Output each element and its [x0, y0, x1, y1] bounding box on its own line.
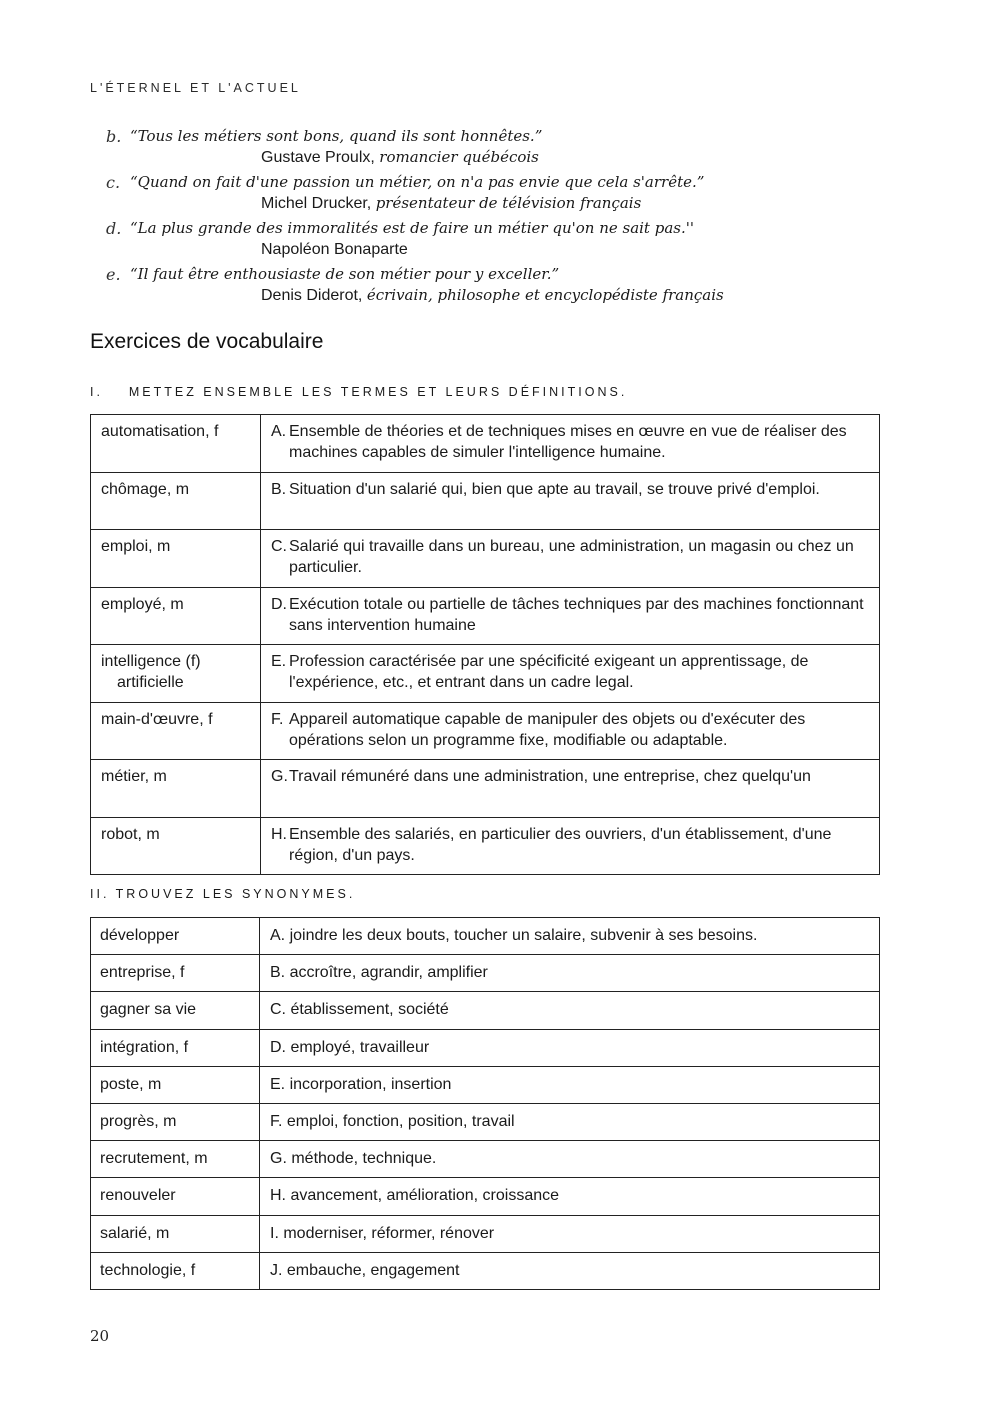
- table-row: [91, 587, 880, 645]
- quote-letter: b.: [106, 127, 122, 146]
- table-row: [91, 992, 880, 1029]
- table-row: [91, 817, 880, 875]
- synonym-cell: [260, 1215, 880, 1252]
- definition-letter: E.: [271, 653, 287, 670]
- definition-text: Ensemble de théories et de techniques mises en œuvre en vue de réaliser des machines capables de simuler l'intelligence humaine.: [289, 423, 847, 461]
- table-row: [91, 1215, 880, 1252]
- synonym-text: incorporation, insertion: [289, 1075, 452, 1093]
- term-cell: [91, 530, 261, 588]
- definition-cell: [261, 472, 880, 530]
- term-cell: recrutement, m: [91, 1141, 260, 1178]
- synonym-letter: F.: [270, 1112, 283, 1130]
- quote-text: “Il faut être enthousiaste de son métier pour y exceller.”: [130, 265, 560, 283]
- term-cell: gagner sa vie: [91, 992, 260, 1029]
- synonym-cell: [260, 918, 880, 955]
- quote-author-role: romancier québécois: [379, 148, 539, 166]
- definition-letter: D.: [271, 595, 287, 613]
- definition-text: Situation d'un salarié qui, bien que apte au travail, se trouve privé d'emploi.: [289, 480, 820, 498]
- synonym-text: accroître, agrandir, amplifier: [289, 964, 488, 982]
- term: chômage, m: [101, 480, 190, 498]
- table-row: [91, 1252, 880, 1289]
- term: robot, m: [101, 825, 160, 843]
- synonym-text: moderniser, réformer, rénover: [283, 1224, 495, 1242]
- term-cell: salarié, m: [91, 1215, 260, 1252]
- synonym-cell: [260, 992, 880, 1029]
- definition-letter: F.: [271, 710, 284, 728]
- term-cell: renouveler: [91, 1178, 260, 1215]
- term-cell: poste, m: [91, 1066, 260, 1103]
- definition-text: Exécution totale ou partielle de tâches techniques par des machines fonctionnant sans intervention humaine: [289, 595, 864, 634]
- quote-text: “La plus grande des immoralités est de faire un métier qu'on ne sait pas.'': [130, 219, 694, 237]
- term-cell: [91, 817, 261, 875]
- table-row: [91, 415, 880, 473]
- running-head: L'ÉTERNEL ET L'ACTUEL: [90, 81, 301, 95]
- synonym-text: avancement, amélioration, croissance: [290, 1187, 560, 1205]
- quote-d: [100, 218, 900, 260]
- quote-author-role: présentateur de télévision français: [375, 194, 642, 212]
- exercise1-heading: I. METTEZ ENSEMBLE LES TERMES ET LEURS DÉFINITIONS.: [90, 385, 628, 399]
- quotes-list: [100, 126, 900, 310]
- synonym-text: méthode, technique.: [291, 1150, 437, 1168]
- table-row: [91, 530, 880, 588]
- term-continuation: artificielle: [117, 674, 184, 691]
- term: intelligence (f): [101, 653, 201, 670]
- table-row: [91, 955, 880, 992]
- synonym-cell: [260, 955, 880, 992]
- term: emploi, m: [101, 538, 171, 555]
- term-cell: [91, 645, 261, 703]
- definition-text: Appareil automatique capable de manipuler des objets ou d'exécuter des opérations selon un programme fixe, modifiable ou adaptable.: [289, 710, 806, 749]
- term: automatisation, f: [101, 423, 219, 440]
- table-row: [91, 760, 880, 818]
- definition-text: Ensemble des salariés, en particulier des ouvriers, d'un établissement, d'une région, d'un pays.: [289, 825, 832, 864]
- synonym-text: emploi, fonction, position, travail: [286, 1112, 515, 1130]
- quote-author: Napoléon Bonaparte: [261, 241, 408, 258]
- exercise2-heading: II. TROUVEZ LES SYNONYMES.: [90, 887, 356, 901]
- table-row: [91, 918, 880, 955]
- term-cell: [91, 415, 261, 473]
- quote-text: “Quand on fait d'une passion un métier, on n'a pas envie que cela s'arrête.”: [130, 173, 705, 191]
- table-row: [91, 1141, 880, 1178]
- definitions-table: [90, 414, 880, 875]
- term-cell: progrès, m: [91, 1103, 260, 1140]
- definition-letter: B.: [271, 480, 287, 498]
- quote-letter: c.: [106, 173, 121, 192]
- synonym-letter: E.: [270, 1075, 286, 1093]
- quote-letter: d.: [106, 219, 122, 238]
- synonym-text: employé, travailleur: [290, 1038, 430, 1056]
- synonym-cell: [260, 1066, 880, 1103]
- definition-text: Travail rémunéré dans une administration, une entreprise, chez quelqu'un: [289, 768, 811, 785]
- synonym-letter: J.: [270, 1261, 283, 1279]
- term-cell: technologie, f: [91, 1252, 260, 1289]
- synonym-cell: [260, 1029, 880, 1066]
- term-cell: [91, 702, 261, 760]
- quote-author: Gustave Proulx,: [261, 149, 375, 166]
- quote-letter: e.: [106, 265, 121, 284]
- definition-cell: [261, 817, 880, 875]
- definition-letter: C.: [271, 538, 287, 555]
- definition-cell: [261, 760, 880, 818]
- quote-c: [100, 172, 900, 214]
- term-cell: [91, 472, 261, 530]
- term-cell: [91, 587, 261, 645]
- definition-letter: H.: [271, 825, 287, 843]
- synonym-cell: [260, 1252, 880, 1289]
- quote-b: [100, 126, 900, 168]
- term-cell: entreprise, f: [91, 955, 260, 992]
- table-row: [91, 702, 880, 760]
- term-cell: [91, 760, 261, 818]
- definition-text: Profession caractérisée par une spécificité exigeant un apprentissage, de l'expérience, etc., et entrant dans un cadre legal.: [289, 653, 809, 691]
- definition-cell: [261, 415, 880, 473]
- definition-cell: [261, 530, 880, 588]
- synonym-letter: D.: [270, 1038, 286, 1056]
- section-title: Exercices de vocabulaire: [90, 330, 324, 353]
- page-number: 20: [90, 1327, 110, 1345]
- synonym-letter: G.: [270, 1150, 287, 1168]
- term-cell: intégration, f: [91, 1029, 260, 1066]
- table-row: [91, 1029, 880, 1066]
- table-row: [91, 1066, 880, 1103]
- definition-cell: [261, 645, 880, 703]
- synonym-cell: [260, 1178, 880, 1215]
- definition-cell: [261, 702, 880, 760]
- synonym-cell: [260, 1141, 880, 1178]
- quote-author-role: écrivain, philosophe et encyclopédiste français: [366, 286, 724, 304]
- synonym-text: embauche, engagement: [286, 1261, 460, 1279]
- synonym-text: établissement, société: [290, 1001, 449, 1019]
- table-row: [91, 1103, 880, 1140]
- table-row: [91, 645, 880, 703]
- term-cell: développer: [91, 918, 260, 955]
- definition-letter: A.: [271, 423, 287, 440]
- synonyms-table: [90, 917, 880, 1290]
- synonym-text: joindre les deux bouts, toucher un salaire, subvenir à ses besoins.: [289, 927, 758, 944]
- table-row: [91, 472, 880, 530]
- quote-author: Denis Diderot,: [261, 287, 363, 304]
- quote-author: Michel Drucker,: [261, 195, 372, 212]
- table-row: [91, 1178, 880, 1215]
- definition-cell: [261, 587, 880, 645]
- synonym-letter: B.: [270, 964, 286, 982]
- synonym-cell: [260, 1103, 880, 1140]
- term: main-d'œuvre, f: [101, 710, 213, 728]
- term: employé, m: [101, 595, 184, 613]
- term: métier, m: [101, 768, 167, 785]
- definition-text: Salarié qui travaille dans un bureau, une administration, un magasin ou chez un particulier.: [289, 538, 854, 576]
- synonym-letter: C.: [270, 1001, 286, 1019]
- quote-e: [100, 264, 900, 306]
- synonym-letter: H.: [270, 1187, 286, 1205]
- definition-letter: G.: [271, 768, 288, 785]
- quote-text: “Tous les métiers sont bons, quand ils sont honnêtes.”: [130, 127, 543, 145]
- synonym-letter: I.: [270, 1224, 279, 1242]
- synonym-letter: A.: [270, 927, 286, 944]
